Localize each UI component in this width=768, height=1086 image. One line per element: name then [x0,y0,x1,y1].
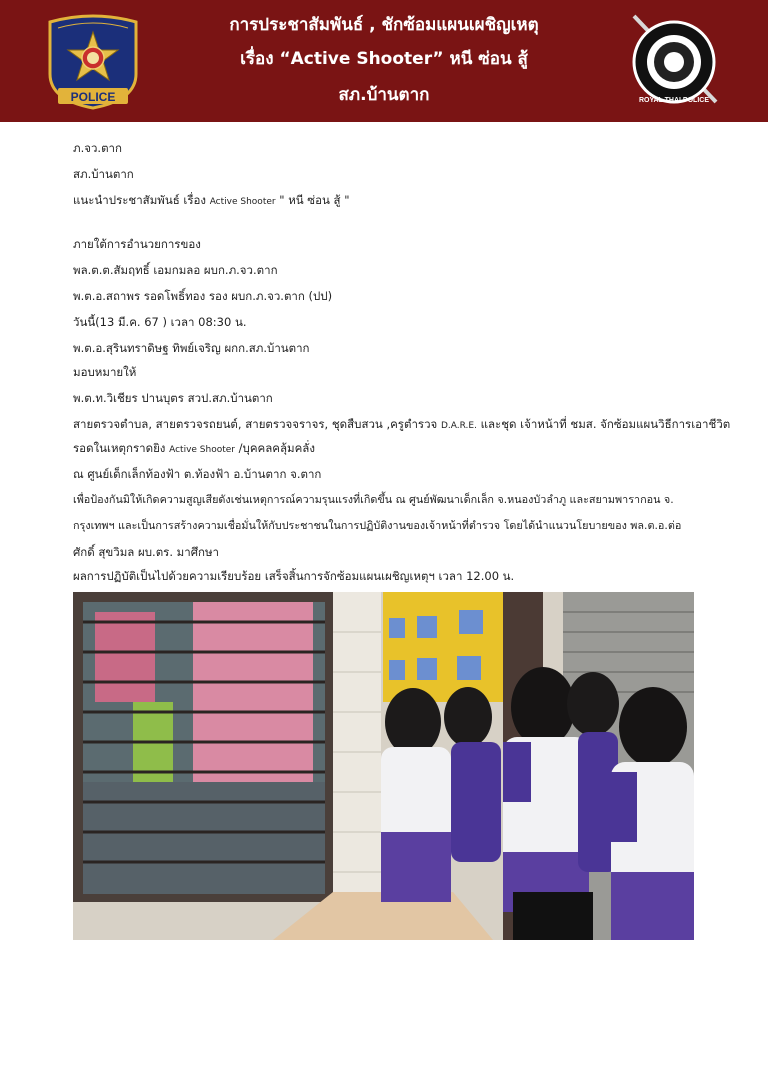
doc-line-date: วันนี้(13 มี.ค. 67 ) เวลา 08:30 น. [73,315,247,329]
doc-line-purpose-1: เพื่อป้องกันมิให้เกิดความสูญเสียดังเช่นเหตุการณ์ความรุนแรงที่เกิดขึ้น ณ ศูนย์พัฒนาเด็กเล็ก จ.หนองบัวลำภู และสยามพารากอน จ. [73,493,674,506]
doc-line-scenario: รอดในเหตุกราดยิง Active Shooter /บุคคลคลุ้มคลั่ง [73,441,315,455]
header-banner [0,0,768,122]
doc-line-superintendent: พ.ต.อ.สุรินทราดิษฐ ทิพย์เจริญ ผกก.สภ.บ้านตาก [73,341,310,355]
banner-title-line-3: สภ.บ้านตาก [338,85,430,105]
doc-line-subject: แนะนำประชาสัมพันธ์ เรื่อง Active Shooter " หนี ซ่อน สู้ " [73,193,350,207]
svg-text:ROYAL THAI POLICE: ROYAL THAI POLICE [638,97,710,104]
doc-line-station: สภ.บ้านตาก [73,167,134,181]
royal-thai-police-seal-logo [622,10,726,114]
drill-photo [73,592,694,940]
doc-line-result: ผลการปฏิบัติเป็นไปด้วยความเรียบร้อย เสร็จสิ้นการจักซ้อมแผนเผชิญเหตุฯ เวลา 12.00 น. [73,569,515,583]
doc-line-purpose-3: ศักดิ์ สุขวิมล ผบ.ตร. มาศึกษา [73,545,219,559]
svg-text:POLICE: POLICE [70,90,116,104]
doc-line-supervision: ภายใต้การอำนวยการของ [73,237,201,251]
doc-line-province: ภ.จว.ตาก [73,141,122,155]
doc-line-purpose-2: กรุงเทพฯ และเป็นการสร้างความเชื่อมั่นให้กับประชาชนในการปฏิบัติงานของเจ้าหน้าที่ตำรวจ โดยได้นำแนวนโยบายของ พล.ต.อ.ต่อ [73,519,682,532]
banner-title-line-1: การประชาสัมพันธ์ , ชักซ้อมแผนเผชิญเหตุ [229,15,539,35]
banner-title-line-2: เรื่อง “Active Shooter” หนี ซ่อน สู้ [240,49,528,69]
doc-line-teams: สายตรวจตำบล, สายตรวจรถยนต์, สายตรวจจราจร, ชุดสืบสวน ,ครูตำรวจ D.A.R.E. และชุด เจ้าหน้าที่ ชมส. จักซ้อมแผนวิธีการเอาชีวิต [73,417,731,431]
doc-line-commander: พล.ต.ต.สัมฤทธิ์ เอมกมลอ ผบก.ภ.จว.ตาก [73,263,278,277]
police-badge-logo [44,12,142,110]
doc-line-assigned: มอบหมายให้ [73,365,137,379]
doc-line-location: ณ ศูนย์เด็กเล็กท้องฟ้า ต.ท้องฟ้า อ.บ้านตาก จ.ตาก [73,467,322,481]
doc-line-officer: พ.ต.ท.วิเชียร ปานบุตร สวป.สภ.บ้านตาก [73,391,273,405]
doc-line-deputy: พ.ต.อ.สถาพร รอดโพธิ์ทอง รอง ผบก.ภ.จว.ตาก (ปป) [73,289,333,303]
